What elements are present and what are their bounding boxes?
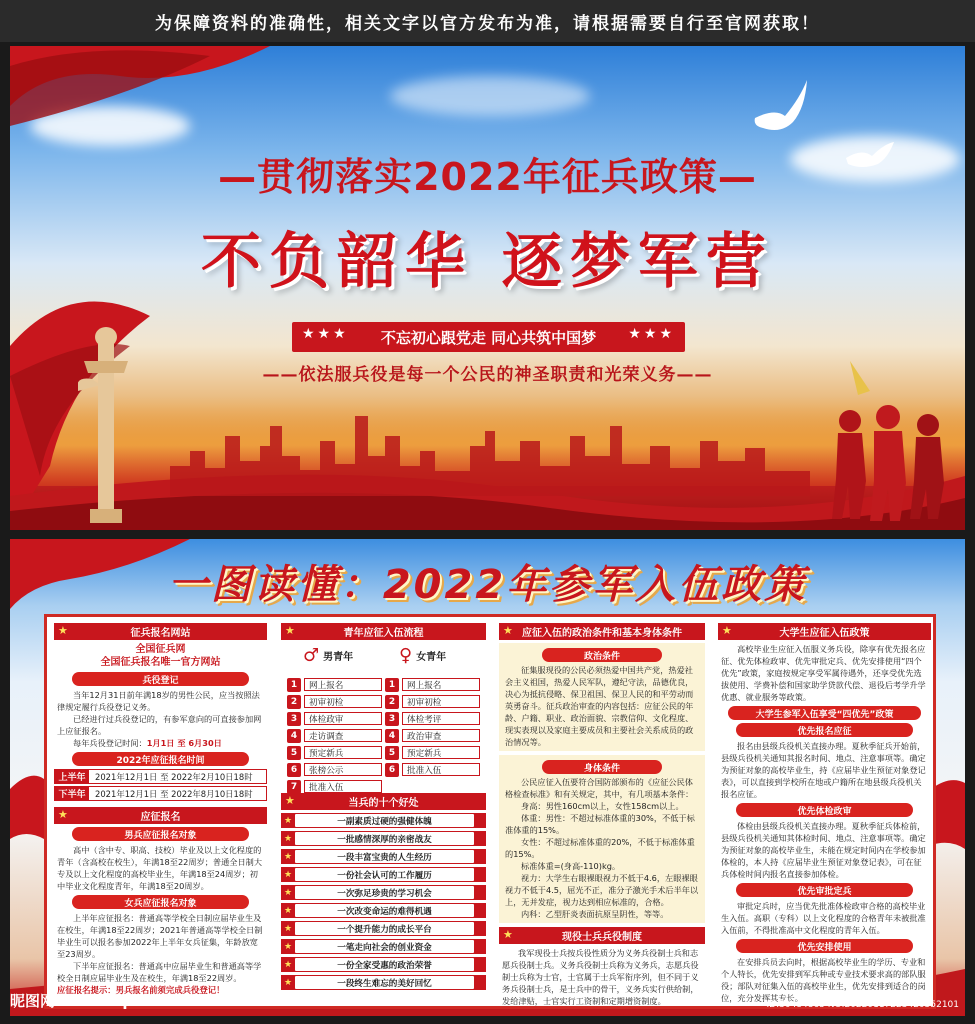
pill-priority-3: 优先审批定兵 (736, 883, 913, 897)
register-para-1: 当年12月31日前年满18岁的男性公民，应当按照法律规定履行兵役登记义务。 (57, 690, 260, 712)
benefit-label: 一次改变命运的难得机遇 (295, 904, 474, 917)
column-conditions (499, 623, 705, 1006)
benefit-label: 一副素质过硬的强健体魄 (295, 814, 474, 827)
section-head-apply: ★ 应征报名 (54, 807, 267, 824)
board-panel (44, 614, 936, 1009)
pill-time: 2022年应征报名时间 (72, 752, 249, 766)
website-name[interactable]: 全国征兵网 (135, 644, 186, 655)
process-step (385, 677, 480, 692)
physical-para-1: 公民应征入伍要符合国防部颁布的《应征公民体格检查标准》和有关规定，其中，有几项基本条件： (505, 777, 694, 799)
image-id: ID:30484865 NO:20220117223420552101 (766, 1000, 959, 1010)
female-figure-icon: ♀ (399, 645, 413, 666)
process-step (385, 711, 480, 726)
benefit-item (281, 831, 486, 846)
process-flow (281, 643, 486, 793)
physical-weight-m: 体重：男性：不超过标准体重的30%，不低于标准体重的15%。 (505, 813, 695, 835)
star-icon: ★ (722, 624, 732, 637)
priority-4-para: 在安排兵员去向时，根据高校毕业生的学历、专业和个人特长，优先安排到军兵种或专业技术要求高的部队服役；部队对征集入伍的高校毕业生，优先安排到适合的岗位，充分发挥其专长。 (721, 957, 926, 1003)
star-icon: ★ (285, 624, 295, 637)
star-icon: ★ (503, 928, 513, 941)
register-para-2: 已经进行过兵役登记的，有参军意向的可直接参加网上应征报名。 (57, 714, 262, 736)
star-icon: ★ (283, 869, 293, 880)
benefit-label: 一份全家受惠的政治荣誉 (295, 958, 474, 971)
star-icon: ★ (285, 794, 295, 807)
physical-std: 标准体重=(身高-110)kg。 (521, 861, 621, 871)
step-number: 4 (385, 729, 399, 743)
process-step (287, 711, 382, 726)
star-icon: ★ (283, 923, 293, 934)
physical-height: 身高：男性160cm以上，女性158cm以上。 (521, 801, 684, 811)
column-process (281, 623, 486, 1000)
step-number: 2 (385, 695, 399, 709)
section-head-conditions: ★ 应征入伍的政治条件和基本身体条件 (499, 623, 705, 640)
physical-vision: 视力：大学生右眼裸眼视力不低于4.6，左眼裸眼视力不低于4.5，屈光不正，准分子激光手术后半年以上，无并发症，视力达到相应标准的，合格。 (505, 873, 699, 907)
benefit-item (281, 939, 486, 954)
dove-icon (745, 78, 815, 138)
process-step (287, 728, 382, 743)
process-step (385, 745, 480, 760)
process-step (385, 694, 480, 709)
step-label: 预定新兵 (304, 746, 382, 759)
step-number: 2 (287, 695, 301, 709)
banner-slogan-text: 不忘初心跟党走 同心共筑中国梦 (380, 328, 597, 347)
step-number: 5 (385, 746, 399, 760)
process-step (385, 728, 480, 743)
benefits-list (281, 813, 486, 990)
section-head-system: ★ 现役士兵兵役制度 (499, 927, 705, 944)
step-number: 6 (287, 763, 301, 777)
info-board (10, 539, 965, 1016)
star-icon: ★ (58, 624, 68, 637)
university-para: 高校毕业生应征入伍服义务兵役，除享有优先报名应征、优先体检政审、优先审批定兵、优先安排使用“四个优先”政策，家庭按规定享受军属待遇外，还享受优先选拔使用、学费补偿和国家助学贷款代偿、退役后考学升学优惠、就业服务等政策。 (721, 644, 926, 702)
priority-3-para: 审批定兵时，应当优先批准体检政审合格的高校毕业生入伍。高职（专科）以上文化程度的合格青年未被批准入伍前，不得批准高中文化程度的青年入伍。 (721, 901, 926, 935)
star-icon: ★ (283, 959, 293, 970)
female-header: ♀ 女青年 (399, 645, 447, 666)
female-para-2: 下半年应征报名：普通高中应届毕业生和普通高等学校全日制应届毕业生及在校生，年满18至22周岁。 (57, 961, 262, 983)
step-number: 3 (385, 712, 399, 726)
notice-bar: 为保障资料的准确性，相关文字以官方发布为准，请根据需要自行至官网获取！ (0, 0, 975, 42)
benefit-label: 一个提升能力的成长平台 (295, 922, 474, 935)
pill-four-priorities: 大学生参军入伍享受“四优先”政策 (728, 706, 921, 720)
step-label: 体检政审 (304, 712, 382, 725)
benefit-item (281, 867, 486, 882)
banner-subtitle: —贯彻落实2022年征兵政策— (218, 155, 757, 199)
pill-priority-1: 优先报名应征 (736, 723, 913, 737)
physical-box (499, 755, 705, 923)
step-label: 初审初检 (304, 695, 382, 708)
benefit-item (281, 903, 486, 918)
pill-register: 兵役登记 (72, 672, 249, 686)
step-number: 3 (287, 712, 301, 726)
city-skyline (170, 406, 810, 496)
process-step (287, 762, 382, 777)
column-university (718, 623, 931, 1003)
male-steps (287, 677, 382, 796)
star-icon: ★ (283, 887, 293, 898)
pill-political: 政治条件 (542, 648, 662, 662)
step-number: 6 (385, 763, 399, 777)
pill-male: 男兵应征报名对象 (72, 827, 249, 841)
benefit-item (281, 975, 486, 990)
step-label: 走访调查 (304, 729, 382, 742)
banner-slogan (292, 322, 685, 352)
step-number: 4 (287, 729, 301, 743)
pill-priority-4: 优先安排使用 (736, 939, 913, 953)
benefit-item (281, 957, 486, 972)
step-label: 网上报名 (304, 678, 382, 691)
pill-priority-2: 优先体检政审 (736, 803, 913, 817)
star-icon: ★ (283, 977, 293, 988)
process-step (287, 694, 382, 709)
huabiao-pillar-icon (78, 321, 134, 530)
priority-2-para: 体检由县级兵役机关直接办理。夏秋季征兵体检前，县级兵役机关通知其体检时间、地点、注意事项等。确定为预征对象的高校毕业生，未能在规定时间内在学校参加体检的，本人持《应届毕业生预征对象登记表》，可在征兵体检时间内报名直接参加体检。 (721, 821, 926, 879)
star-icon: ★ (283, 905, 293, 916)
physical-weight-f: 女性：不超过标准体重的20%，不低于标准体重的15%。 (505, 837, 695, 859)
male-para: 高中（含中专、职高、技校）毕业及以上文化程度的青年（含高校在校生），年满18至22周岁；普通全日制大专及以上文化程度的高校毕业生，年满18至24周岁；初中毕业文化程度青年，年满18至20周岁。 (57, 845, 263, 891)
process-step (385, 762, 480, 777)
star-icon: ★ (283, 833, 293, 844)
step-label: 网上报名 (402, 678, 480, 691)
step-label: 批准入伍 (304, 780, 382, 793)
male-figure-icon: ♂ (303, 645, 320, 666)
website-desc: 全国征兵报名唯一官方网站 (100, 657, 221, 668)
step-label: 体检考评 (402, 712, 480, 725)
benefit-item (281, 849, 486, 864)
step-number: 5 (287, 746, 301, 760)
process-step (287, 779, 382, 794)
star-icon: ★ (283, 815, 293, 826)
column-registration (54, 623, 267, 1000)
register-para-3: 每年兵役登记时间：1月1日 至 6月30日 (73, 738, 222, 748)
benefit-label: 一份社会认可的工作履历 (295, 868, 474, 881)
benefit-item (281, 813, 486, 828)
section-head-website: ★ 征兵报名网站 (54, 623, 267, 640)
step-label: 张榜公示 (304, 763, 382, 776)
watermark: 昵图网 www.nipic.com (10, 992, 188, 1010)
step-label: 政治审查 (402, 729, 480, 742)
benefit-item (281, 885, 486, 900)
physical-inner: 内科：乙型肝炎表面抗原呈阴性，等等。 (521, 909, 669, 919)
date-row-h2: 下半年 2021年12月1日 至 2022年8月10日18时 (54, 786, 267, 801)
step-number: 1 (385, 678, 399, 692)
step-label: 预定新兵 (402, 746, 480, 759)
step-number: 7 (287, 780, 301, 794)
benefit-label: 一次弥足珍贵的学习机会 (295, 886, 474, 899)
banner (10, 46, 965, 530)
female-steps (385, 677, 480, 779)
female-para-1: 上半年应征报名：普通高等学校全日制应届毕业生及在校生，年满18至22周岁；2021年普通高等学校全日制毕业生可以报名参加2022年上半年女兵征集，年龄放宽至23周岁。 (57, 913, 263, 959)
banner-title: 不负韶华 逐梦军营 (201, 227, 774, 297)
benefit-label: 一批感情深厚的亲密战友 (295, 832, 474, 845)
apply-tip: 应征报名提示：男兵报名前须完成兵役登记！ (57, 985, 225, 995)
section-head-benefits: ★ 当兵的十个好处 (281, 793, 486, 810)
star-icon: ★ (283, 941, 293, 952)
male-header: ♂ 男青年 (303, 645, 354, 666)
section-head-process: ★ 青年应征入伍流程 (281, 623, 486, 640)
board-title: 一图读懂：2022年参军入伍政策 (167, 562, 808, 608)
process-step (287, 677, 382, 692)
star-icon: ★ (58, 808, 68, 821)
political-box (499, 643, 705, 751)
pill-female: 女兵应征报名对象 (72, 895, 249, 909)
section-head-university: ★ 大学生应征入伍政策 (718, 623, 931, 640)
system-para: 我军现役士兵按兵役性质分为义务兵役制士兵和志愿兵役制士兵。义务兵役制士兵称为义务兵，志愿兵役制士兵称为士官，士官属于士兵军衔序列，但不同于义务兵役制士兵，是士兵中的骨干，义务兵实行供给制，发给津贴，士官实行工资制和定期增资制度。 (502, 948, 699, 1006)
step-label: 初审初检 (402, 695, 480, 708)
stars-left-icon: ★★★ (302, 326, 349, 342)
star-icon: ★ (503, 624, 513, 637)
step-number: 1 (287, 678, 301, 692)
banner-duty: ——依法服兵役是每一个公民的神圣职责和光荣义务—— (262, 365, 713, 385)
benefit-item (281, 921, 486, 936)
date-row-h1: 上半年 2021年12月1日 至 2022年2月10日18时 (54, 769, 267, 784)
stars-right-icon: ★★★ (628, 326, 675, 342)
priority-1-para: 报名由县级兵役机关直接办理。夏秋季征兵开始前，县级兵役机关通知其报名时间、地点、注意事项等。确定为预征对象的高校毕业生，持《应届毕业生预征对象登记表》，可以直接到学校所在地或户籍所在地县级兵役机关报名应征。 (721, 741, 926, 799)
star-icon: ★ (283, 851, 293, 862)
pill-physical: 身体条件 (542, 760, 662, 774)
process-step (287, 745, 382, 760)
benefit-label: 一段丰富宝贵的人生经历 (295, 850, 474, 863)
step-label: 批准入伍 (402, 763, 480, 776)
benefit-label: 一段终生难忘的美好回忆 (295, 976, 474, 989)
political-para: 征集服现役的公民必须热爱中国共产党，热爱社会主义祖国，热爱人民军队，遵纪守法，品德优良，决心为抵抗侵略、保卫祖国、保卫人民的和平劳动而英勇奋斗。征兵政治审查的内容包括：应征公民的年龄、户籍、职业、政治面貌、宗教信仰、文化程度、现实表现以及家庭主要成员和主要社会关系成员的政治情况等。 (505, 665, 694, 747)
benefit-label: 一笔走向社会的创业资金 (295, 940, 474, 953)
